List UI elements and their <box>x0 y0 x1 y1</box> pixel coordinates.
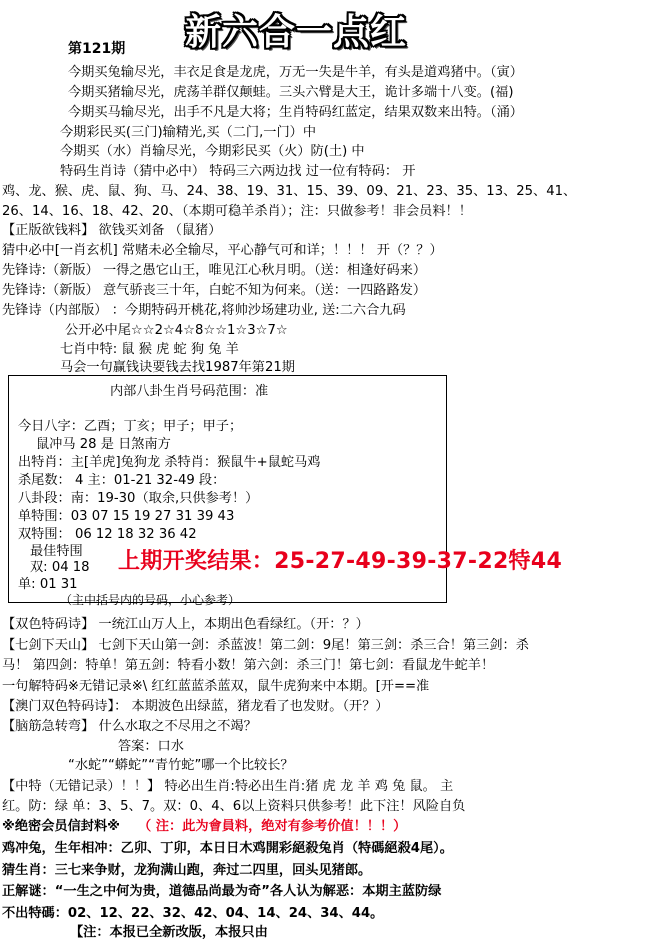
bold-line: 不出特碼：02、12、22、32、42、04、14、24、34、44。 <box>2 906 384 921</box>
text-line: 【正版欲钱料】 欲钱买刘备 （鼠猪） <box>2 223 222 238</box>
box-line: 单: 01 31 <box>18 577 78 592</box>
text-line: 【双色特码诗】 一统江山万人上，本期出色看绿红。（开：？） <box>2 617 369 632</box>
bold-line: 【注：本报已全新改版，本报只由 <box>70 925 268 940</box>
text-line: 【中特（无错记录）！！】 特必出生肖:特必出生肖:猪 虎 龙 羊 鸡 兔 鼠。 主 <box>2 779 454 794</box>
text-line: 特码生肖诗（猜中必中） 特码三六两边找 过一位有特码： 开 <box>60 164 416 179</box>
secret-note: （ 注：此为會員料，绝对有参考价值！！！） <box>138 819 407 834</box>
text-line: 答案：口水 <box>118 739 184 754</box>
text-line: 今期买兔输尽光，丰衣足食是龙虎，万无一失是牛羊，有头是道鸡猪中。（寅） <box>68 65 523 80</box>
text-line: 七肖中特: 鼠 猴 虎 蛇 狗 兔 羊 <box>60 342 239 357</box>
text-line: 先锋诗:（新版） 一得之愚它山王，唯见江心秋月明。（送：相逢好码来） <box>2 263 427 278</box>
box-line: （主中括号内的号码，小心参考） <box>60 593 241 607</box>
issue-number: 第121期 <box>68 41 126 57</box>
text-line: 先锋诗（内部版） ：今期特码开桃花,将帅沙场建功业, 送:二六合九码 <box>2 303 406 318</box>
box-line: 鼠冲马 28 是 日煞南方 <box>36 437 171 452</box>
text-line: 马会一句赢钱诀要钱去找1987年第21期 <box>60 360 295 375</box>
text-line: “水蛇”“蟒蛇”“青竹蛇”哪一个比较长？ <box>68 758 294 773</box>
text-line: 先锋诗:（新版） 意气骄丧三十年，白蛇不知为何来。（送：一四路路发） <box>2 283 427 298</box>
text-line: 公开必中尾☆☆2☆4☆8☆☆1☆3☆7☆ <box>65 323 288 338</box>
text-line: 26、14、16、18、42、20、（本期可稳羊杀肖）；注：只做参考！非会员料！！ <box>2 204 472 219</box>
text-line: 今期彩民买(三门)输精光,买（二门,一门）中 <box>60 125 317 140</box>
page-title: 新六合一点红 <box>185 12 408 53</box>
text-line: 【澳门双色特码诗】： 本期波色出绿蓝，猪龙看了也发财。（开？） <box>2 699 389 714</box>
box-line: 出特肖：主[羊虎]兔狗龙 杀特肖：猴鼠牛+鼠蛇马鸡 <box>18 455 321 470</box>
bold-line: 正解谜：“一生之中何为贵，道德品尚最为奇”各人认为解恶：本期主蓝防绿 <box>2 884 442 899</box>
last-draw-result: 上期开奖结果：25-27-49-39-37-22特44 <box>118 549 563 574</box>
text-line: 红。防：绿 单：3、5、7。双：0、4、6以上资料只供参考！此下注！风险自负 <box>2 799 466 814</box>
text-line: 【脑筋急转弯】 什么水取之不尽用之不竭？ <box>2 719 257 734</box>
text-line: 今期买马输尽光，出手不凡是大将；生肖特码红蓝定，结果双数来出特。（涌） <box>68 105 523 120</box>
box-line: 八卦段：南：19-30（取余,只供参考！） <box>18 491 259 506</box>
secret-label: ※绝密会员信封料※ <box>2 819 120 834</box>
box-line: 双特围： 06 12 18 32 36 42 <box>18 527 197 542</box>
text-line: 猜中必中[一肖玄机] 常赌未必全输尽，平心静气可和详；！！！ 开（？？） <box>2 243 443 258</box>
box-line: 单特围：03 07 15 19 27 31 39 43 <box>18 509 235 524</box>
text-line: 【七剑下天山】 七剑下天山第一剑：杀蓝波！第二剑：9尾！第三剑：杀三合！第三剑：杀 <box>2 638 529 653</box>
box-line: 今日八字：乙酉；丁亥；甲子；甲子； <box>18 419 243 434</box>
text-line: 一句解特码※无错记录※\ 红红蓝蓝杀蓝双，鼠牛虎狗来中本期。[开==准 <box>2 679 430 694</box>
box-line: 双: 04 18 <box>30 560 90 575</box>
text-line: 今期买（水）肖输尽光，今期彩民买（火）防(土) 中 <box>60 144 365 159</box>
bold-line: 猜生肖：三七来争财，龙狗满山跑，奔过二四里，回头见猪郎。 <box>2 863 372 878</box>
text-line: 鸡、龙、猴、虎、鼠、狗、马、24、38、19、31、15、39、09、21、23、35、13、25、41、 <box>2 184 577 199</box>
bold-line: 鸡冲兔，生年相冲：乙卯、丁卯，本日日木鸡開彩絕殺兔肖（特碼絕殺4尾）。 <box>2 841 453 856</box>
box-heading: 内部八卦生肖号码范围：准 <box>110 384 269 399</box>
text-line: 今期买猪输尽光，虎荡羊群仅颠蛙。三头六臂是大王，诡计多端十八变。(福) <box>68 85 514 100</box>
box-line: 最佳特围 <box>30 544 83 559</box>
box-line: 杀尾数： 4 主：01-21 32-49 段： <box>18 473 226 488</box>
text-line: 马！ 第四剑：特单！第五剑：特看小数！第六剑：杀三门！第七剑：看鼠龙牛蛇羊！ <box>2 658 495 673</box>
